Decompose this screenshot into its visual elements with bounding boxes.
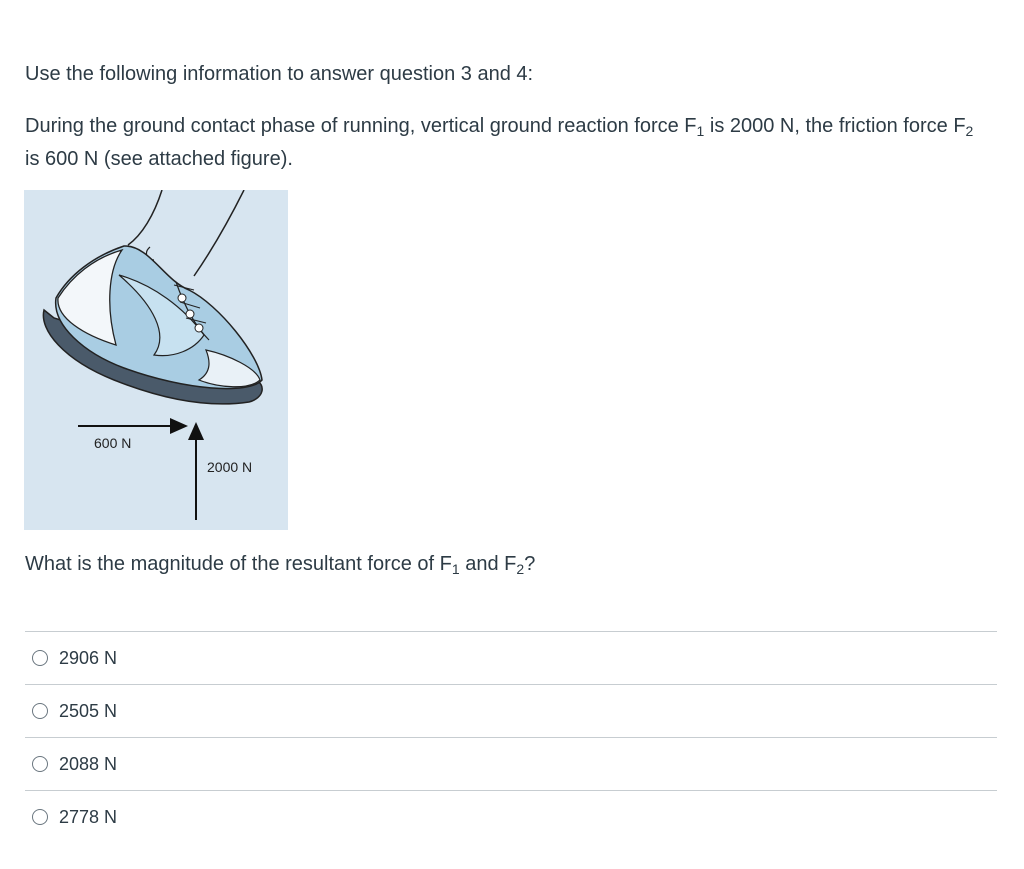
answer-option[interactable] [25, 684, 997, 737]
question-subscript-2: 2 [516, 561, 525, 577]
subscript-1: 1 [696, 123, 705, 139]
problem-text-2: is 2000 N, the friction force F [704, 115, 966, 137]
question-text-1: What is the magnitude of the resultant force of F [25, 553, 452, 575]
answer-label: 2088 N [59, 753, 118, 774]
question-text [25, 549, 535, 579]
question-text-2: and F [459, 553, 517, 575]
vertical-force-label: 2000 N [207, 459, 253, 475]
answer-label: 2505 N [59, 700, 118, 721]
answer-label: 2906 N [59, 647, 118, 668]
question-text-3: ? [524, 553, 536, 575]
running-shoe-figure [24, 190, 288, 530]
problem-statement [25, 110, 985, 176]
answer-option[interactable] [25, 631, 997, 684]
answer-option[interactable] [25, 790, 997, 843]
answer-list [25, 631, 997, 843]
answer-option[interactable] [25, 737, 997, 790]
radio-button-icon[interactable] [32, 756, 48, 772]
subscript-2: 2 [965, 123, 974, 139]
problem-text-3: is 600 N (see attached figure). [25, 148, 293, 170]
radio-button-icon[interactable] [32, 809, 48, 825]
radio-button-icon[interactable] [32, 650, 48, 666]
problem-text-1: During the ground contact phase of running, vertical ground reaction force F [25, 115, 697, 137]
radio-button-icon[interactable] [32, 703, 48, 719]
answer-label: 2778 N [59, 806, 118, 827]
question-subscript-1: 1 [451, 561, 460, 577]
friction-force-label: 600 N [94, 435, 132, 451]
intro-text: Use the following information to answer question 3 and 4: [25, 63, 534, 85]
